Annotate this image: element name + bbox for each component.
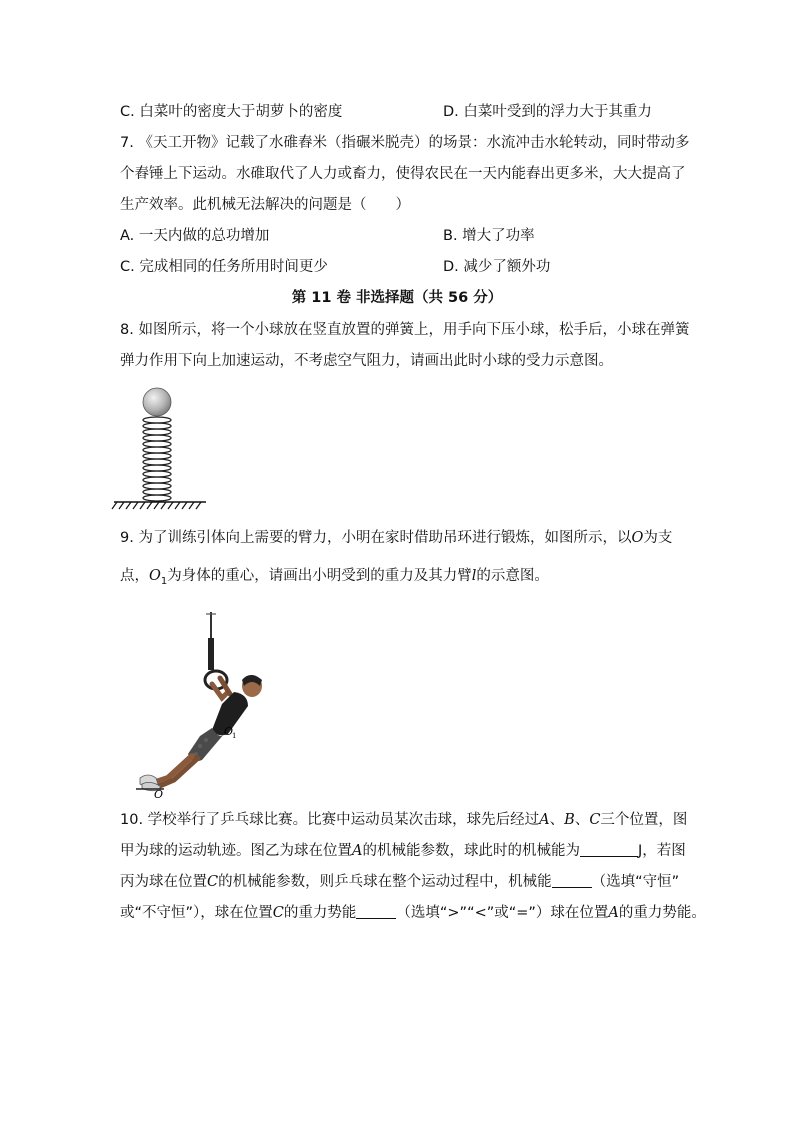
q10-text-line-3: [120, 872, 679, 892]
section-title: 第 11 卷 非选择题（共 56 分）: [291, 290, 503, 306]
rings-exercise-figure: [130, 608, 280, 800]
q7-option-b: B. 增大了功率: [443, 228, 535, 244]
q9-var-o1-sub: 1: [160, 575, 168, 587]
q9-line2-start: 点，: [120, 568, 149, 584]
answer-blank-conservation[interactable]: [552, 873, 592, 888]
q9-line2-mid: 为身体的重心，请画出小明受到的重力及其力臂: [167, 568, 472, 584]
answer-blank-energy[interactable]: [580, 842, 638, 857]
label-o: O: [154, 788, 164, 800]
answer-blank-compare[interactable]: [356, 904, 396, 919]
q10-l3-end: （选填“守恒”: [591, 874, 680, 890]
q6-option-c: C. 白菜叶的密度大于胡萝卜的密度: [120, 104, 343, 120]
spring-ball-figure: [108, 380, 218, 510]
label-o1-sub: 1: [232, 732, 237, 740]
q6-option-d: D. 白菜叶受到的浮力大于其重力: [443, 104, 652, 120]
q9-var-o1: O: [149, 568, 161, 584]
spring-coil: [143, 417, 171, 501]
q10-sep-1: 、: [549, 812, 565, 828]
q7-text-line-2: 个舂锤上下运动。水碓取代了人力或畜力，使得农民在一天内能舂出更多米，大大提高了: [120, 166, 686, 182]
q10-text-line-2: [120, 841, 686, 861]
q9-var-o: O: [631, 530, 644, 546]
q7-text-line-3: 生产效率。此机械无法解决的问题是（ ）: [120, 197, 410, 213]
q7-option-c: C. 完成相同的任务所用时间更少: [120, 259, 328, 275]
q7-option-d: D. 减少了额外功: [443, 259, 551, 275]
q10-l1-end: 三个位置，图: [600, 812, 688, 828]
label-o1: O: [224, 725, 234, 738]
q10-var-b: B: [564, 812, 575, 828]
ball-shape: [143, 388, 171, 416]
q10-l4-mid: 的重力势能: [283, 905, 357, 921]
q10-l4-start: 或“不守恒”），球在位置: [120, 905, 273, 921]
q10-text-line-1: [120, 810, 687, 830]
q9-text-line-1: [120, 528, 672, 548]
q10-l3-start: 丙为球在位置: [120, 874, 207, 890]
q8-text-line-1: 8. 如图所示，将一个小球放在竖直放置的弹簧上，用手向下压小球，松手后，小球在弹簧: [120, 322, 690, 338]
q10-l2-end: J，若图: [637, 843, 686, 859]
q7-text-line-1: 7. 《天工开物》记载了水碓舂米（指碾米脱壳）的场景：水流冲击水轮转动，同时带动多: [120, 135, 690, 151]
q9-line1-start: 9. 为了训练引体向上需要的臂力，小明在家时借助吊环进行锻炼，如图所示，以: [120, 530, 632, 546]
strap-shape: [208, 638, 214, 670]
q10-var-a2: A: [352, 843, 363, 859]
q10-l2-mid: 的机械能参数，球此时的机械能为: [362, 843, 580, 859]
q9-line1-end: 为支: [643, 530, 673, 546]
q9-var-l: l: [471, 568, 477, 584]
q7-option-a: A. 一天内做的总功增加: [120, 228, 270, 244]
q9-line2-end: 的示意图。: [476, 568, 549, 584]
q8-text-line-2: 弹力作用下向上加速运动，不考虑空气阻力，请画出此时小球的受力示意图。: [120, 353, 613, 369]
q10-l2-start: 甲为球的运动轨迹。图乙为球在位置: [120, 843, 352, 859]
q10-text-line-4: [120, 903, 706, 923]
q10-l1-text: 10. 学校举行了乒乓球比赛。比赛中运动员某次击球，球先后经过: [120, 812, 540, 828]
q10-var-a: A: [539, 812, 550, 828]
q9-text-line-2: [120, 566, 549, 592]
q10-var-c: C: [589, 812, 601, 828]
q10-var-c2: C: [207, 874, 219, 890]
ground-hatch: [112, 502, 201, 509]
q10-l3-mid: 的机械能参数，则乒乓球在整个运动过程中，机械能: [218, 874, 552, 890]
q10-l4-mid2: （选填“>”“<”或“=”）球在位置: [396, 905, 609, 921]
q10-var-c3: C: [272, 905, 284, 921]
q10-var-a3: A: [608, 905, 619, 921]
q10-sep-2: 、: [574, 812, 590, 828]
q10-l4-end: 的重力势能。: [618, 905, 706, 921]
